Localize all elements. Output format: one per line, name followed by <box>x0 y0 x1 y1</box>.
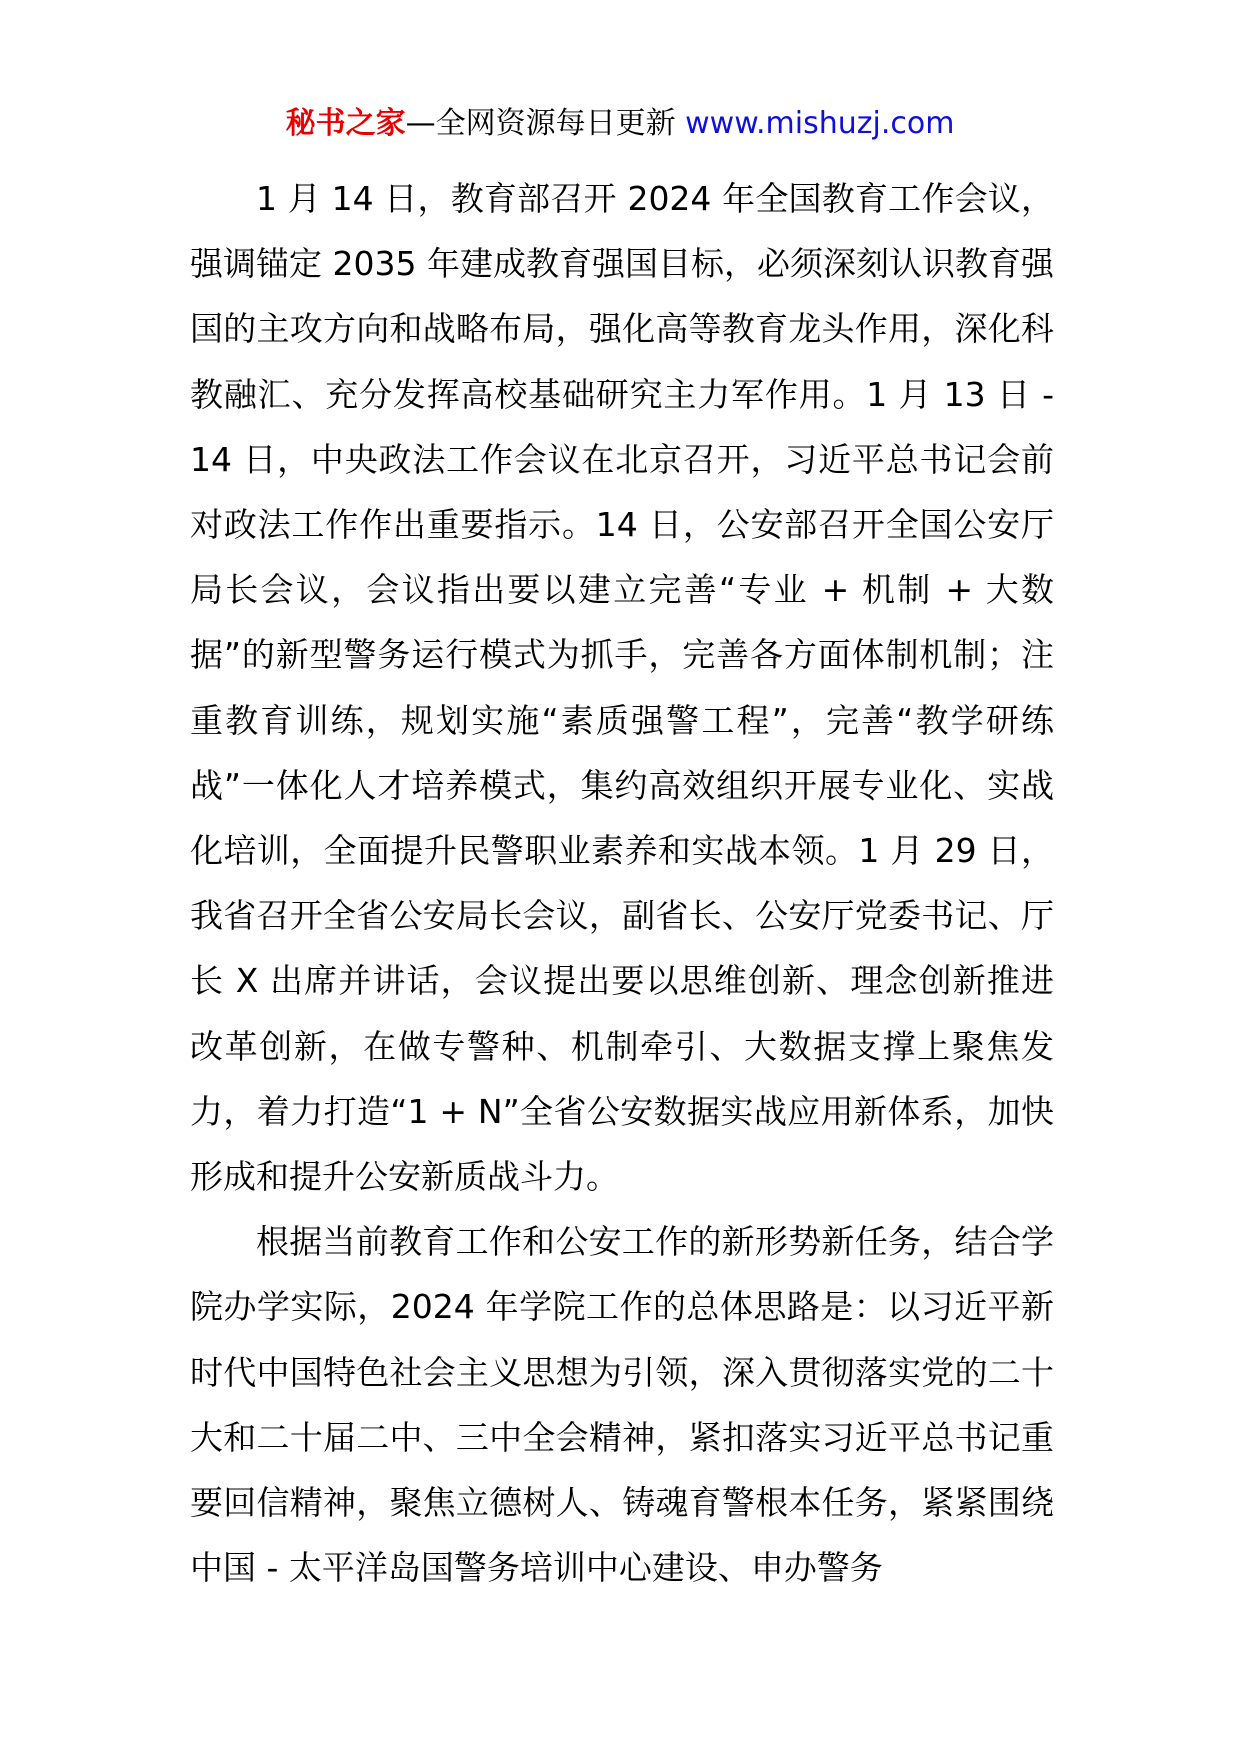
header-tagline: —全网资源每日更新 <box>405 106 686 141</box>
document-body <box>190 166 1054 1600</box>
paragraph-1: 1 月 14 日，教育部召开 2024 年全国教育工作会议，强调锚定 2035 年建成教育强国目标，必须深刻认识教育强国的主攻方向和战略布局，强化高等教育龙头作用，深化科教融汇、充分发挥高校基础研究主力军作用。1 月 13 日 - 14 日，中央政法工作会议在北京召开，习近平总书记会前对政法工作作出重要指示。14 日，公安部召开全国公安厅局长会议，会议指出要以建立完善“专业 + 机制 + 大数据”的新型警务运行模式为抓手，完善各方面体制机制；注重教育训练，规划实施“素质强警工程”，完善“教学研练战”一体化人才培养模式，集约高效组织开展专业化、实战化培训，全面提升民警职业素养和实战本领。1 月 29 日，我省召开全省公安局长会议，副省长、公安厅党委书记、厅长 X 出席并讲话，会议提出要以思维创新、理念创新推进改革创新，在做专警种、机制牵引、大数据支撑上聚焦发力，着力打造“1 + N”全省公安数据实战应用新体系，加快形成和提升公安新质战斗力。 <box>190 179 1054 1197</box>
watermark-header <box>0 104 1240 144</box>
brand-name: 秘书之家 <box>285 106 406 141</box>
paragraph-2: 根据当前教育工作和公安工作的新形势新任务，结合学院办学实际，2024 年学院工作的总体思路是：以习近平新时代中国特色社会主义思想为引领，深入贯彻落实党的二十大和二十届二中、三中全会精神，紧扣落实习近平总书记重要回信精神，聚焦立德树人、铸魂育警根本任务，紧紧围绕中国 - 太平洋岛国警务培训中心建设、申办警务 <box>190 1222 1054 1588</box>
site-url: www.mishuzj.com <box>685 106 955 141</box>
